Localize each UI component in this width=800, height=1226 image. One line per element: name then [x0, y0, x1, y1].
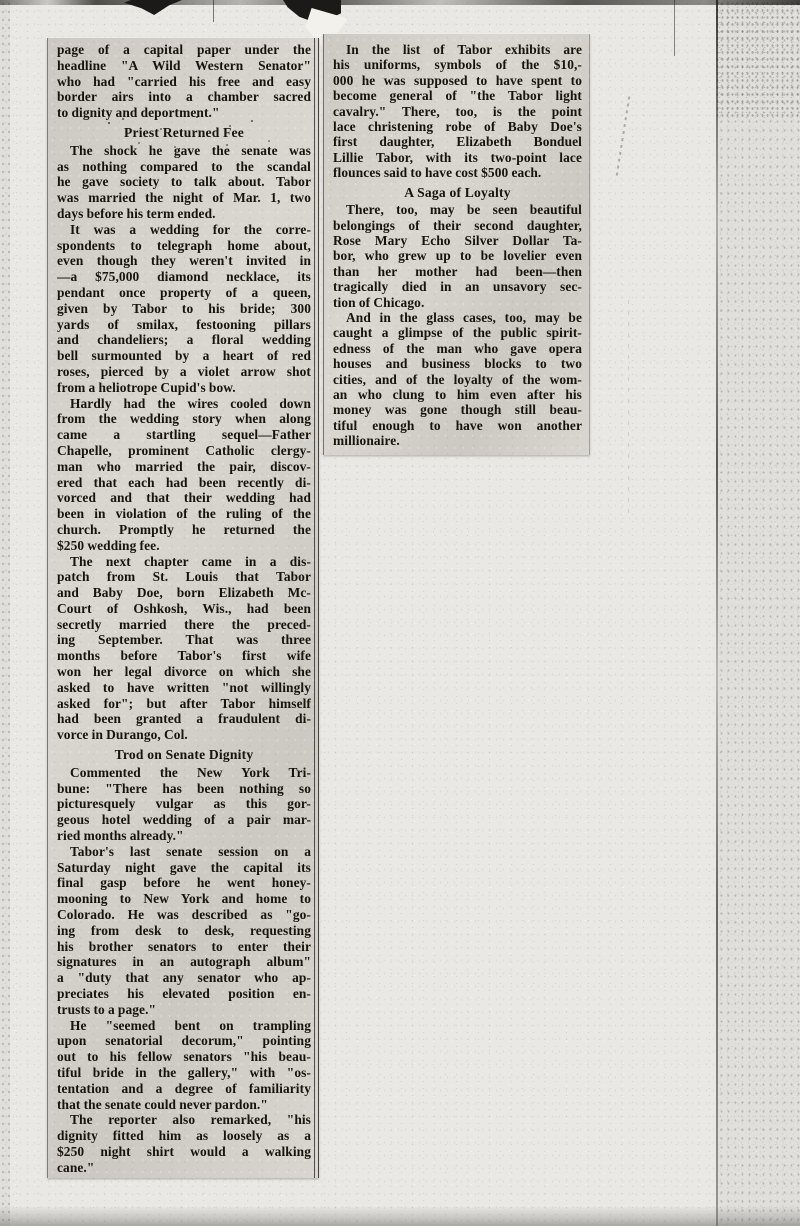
text-line: man who married the pair, discov- [57, 458, 311, 474]
text-line: vorce in Durango, Col. [57, 727, 188, 743]
article-paragraph [57, 143, 311, 222]
text-line: The reporter also remarked, "his [70, 1112, 311, 1128]
text-line: to dignity and deportment." [57, 105, 220, 121]
text-line: signatures in an autograph album" [57, 954, 311, 970]
text-line: headline "A Wild Western Senator" [57, 57, 311, 73]
text-line: first daughter, Elizabeth Bonduel [333, 134, 582, 150]
article-paragraph [333, 202, 582, 310]
newspaper-clipping-right [323, 34, 590, 455]
newspaper-clipping-left [47, 38, 319, 1178]
scan-edge-artifact [0, 1206, 800, 1226]
text-line: cities, and of the loyalty of the wom- [333, 371, 582, 387]
article-paragraph [57, 396, 311, 554]
page-margin-texture [718, 0, 800, 1226]
text-line: his uniforms, symbols of the $10,- [333, 57, 582, 73]
text-line: from a heliotrope Cupid's bow. [57, 379, 236, 395]
text-line: Colorado. He was described as "go- [57, 907, 311, 923]
text-line: ing from desk to desk, requesting [57, 922, 311, 938]
text-line: cavalry." There, too, is the point [333, 103, 582, 119]
text-line: geous hotel wedding of a pair mar- [57, 812, 311, 828]
text-line: vorced and that their wedding had [57, 490, 311, 506]
article-paragraph [57, 1112, 311, 1175]
text-line: 000 he was supposed to have spent to [333, 72, 582, 88]
text-line: that the senate could never pardon." [57, 1096, 268, 1112]
text-line: even though they weren't invited in [57, 253, 311, 269]
article-paragraph [57, 844, 311, 1018]
text-line: edness of the man who gave opera [333, 340, 582, 356]
text-line: patch from St. Louis that Tabor [57, 569, 311, 585]
ink-spot-artifact [108, 122, 110, 124]
article-column-right [333, 42, 582, 449]
hairline-artifact [674, 0, 675, 56]
text-line: and chandeliers; a floral wedding [57, 332, 311, 348]
text-line: tiful bride in the gallery," with "os- [57, 1065, 311, 1080]
hairline-artifact [213, 0, 214, 22]
article-paragraph [57, 765, 311, 844]
text-line: tiful enough to have won another [333, 417, 582, 433]
text-line: $250 wedding fee. [57, 537, 160, 553]
text-line: from the wedding story when along [57, 411, 311, 427]
text-line: tragically died in an unsavory sec- [333, 279, 582, 295]
text-line: asked for"; but after Tabor himself [57, 695, 311, 711]
text-line: money was gone though still beau- [333, 402, 582, 418]
text-line: Commented the New York Tri- [70, 764, 311, 780]
text-line: Lillie Tabor, with its two-point lace [333, 149, 582, 165]
text-line: he gave society to talk about. Tabor [57, 174, 311, 190]
text-line: bell surmounted by a heart of red [57, 348, 311, 364]
text-line: flounces said to have cost $500 each. [333, 165, 542, 181]
text-line: There, too, may be seen beautiful [346, 202, 582, 218]
page-margin-texture [0, 0, 10, 1226]
text-line: was married the night of Mar. 1, two [57, 190, 311, 206]
text-line: ing September. That was three [57, 632, 311, 648]
tape-mark-artifact [124, 0, 182, 15]
text-line: bune: "There has been nothing so [57, 780, 311, 796]
text-line: days before his term ended. [57, 205, 216, 221]
article-paragraph [333, 310, 582, 449]
text-line: than her mother had been—then [333, 263, 582, 279]
text-line: He "seemed bent on trampling [70, 1017, 311, 1033]
text-line: secretly married there the preced- [57, 616, 311, 632]
text-line: page of a capital paper under the [57, 42, 311, 57]
text-line: lace christening robe of Baby Doe's [333, 118, 582, 134]
text-line: And in the glass cases, too, may be [346, 310, 582, 326]
scratch-artifact [628, 300, 629, 520]
text-line: dignity fitted him as loosely as a [57, 1128, 311, 1144]
article-paragraph [57, 222, 311, 396]
text-line: It was a wedding for the corre- [70, 221, 311, 237]
text-line: ried months already." [57, 828, 184, 844]
scratch-artifact [616, 96, 630, 175]
text-line: pendant once property of a queen, [57, 284, 311, 300]
text-line: came a startling sequel—Father [57, 427, 311, 443]
article-column-left [57, 42, 311, 1176]
text-line: upon senatorial decorum," pointing [57, 1033, 311, 1049]
text-line: a "duty that any senator who ap- [57, 970, 311, 986]
corner-speckle-artifact [715, 0, 800, 120]
text-line: belongings of their second daughter, [333, 217, 582, 233]
text-line: ered that each had been recently di- [57, 474, 311, 490]
text-line: mooning to New York and home to [57, 891, 311, 907]
text-line: tentation and a degree of familiarity [57, 1080, 311, 1096]
article-paragraph [333, 42, 582, 181]
text-line: tion of Chicago. [333, 294, 425, 310]
text-line: asked to have written "not willingly [57, 679, 311, 695]
text-line: out to his fellow senators "his beau- [57, 1049, 311, 1065]
article-paragraph [57, 554, 311, 744]
text-line: millionaire. [333, 433, 400, 449]
text-line: In the list of Tabor exhibits are [346, 42, 582, 57]
text-line: as nothing compared to the scandal [57, 158, 311, 174]
text-line: yards of smilax, festooning pillars [57, 316, 311, 332]
text-line: $250 night shirt would a walking [57, 1143, 311, 1159]
text-line: had been granted a fraudulent di- [57, 711, 311, 727]
text-line: church. Promptly he returned the [57, 521, 311, 537]
text-line: Court of Oshkosh, Wis., had been [57, 600, 311, 616]
text-line: become general of "the Tabor light [333, 88, 582, 104]
text-line: his brother senators to enter their [57, 938, 311, 954]
section-heading: Priest Returned Fee [123, 124, 245, 140]
text-line: houses and business blocks to two [333, 356, 582, 372]
text-line: spondents to telegraph home about, [57, 237, 311, 253]
text-line: given by Tabor to his bride; 300 [57, 300, 311, 316]
text-line: preciates his elevated position en- [57, 986, 311, 1002]
text-line: and Baby Doe, born Elizabeth Mc- [57, 585, 311, 601]
text-line: been in violation of the ruling of the [57, 506, 311, 522]
article-paragraph [57, 42, 311, 121]
text-line: The shock he gave the senate was [70, 142, 311, 158]
text-line: trusts to a page." [57, 1001, 157, 1017]
text-line: Rose Mary Echo Silver Dollar Ta- [333, 233, 582, 249]
text-line: —a $75,000 diamond necklace, its [57, 269, 311, 285]
text-line: roses, pierced by a violet arrow shot [57, 363, 311, 379]
text-line: Chapelle, prominent Catholic clergy- [57, 442, 311, 458]
text-line: bor, who grew up to be lovelier even [333, 248, 582, 264]
scan-edge-artifact [0, 0, 800, 5]
text-line: final gasp before he went honey- [57, 875, 311, 891]
text-line: an who clung to him even after his [333, 387, 582, 402]
section-heading: Trod on Senate Dignity [114, 747, 254, 763]
text-line: Hardly had the wires cooled down [70, 395, 311, 411]
text-line: picturesquely vulgar as this gor- [57, 796, 311, 812]
article-paragraph [57, 1018, 311, 1113]
text-line: The next chapter came in a dis- [70, 553, 311, 569]
text-line: border airs into a chamber sacred [57, 89, 311, 105]
text-line: cane." [57, 1159, 95, 1175]
text-line: won her legal divorce on which she [57, 664, 311, 680]
text-line: caught a glimpse of the public spirit- [333, 325, 582, 341]
text-line: who had "carried his free and easy [57, 73, 311, 89]
section-heading: A Saga of Loyalty [404, 184, 511, 200]
text-line: Saturday night gave the capital its [57, 859, 311, 875]
text-line: months before Tabor's first wife [57, 648, 311, 664]
text-line: Tabor's last senate session on a [70, 843, 311, 859]
